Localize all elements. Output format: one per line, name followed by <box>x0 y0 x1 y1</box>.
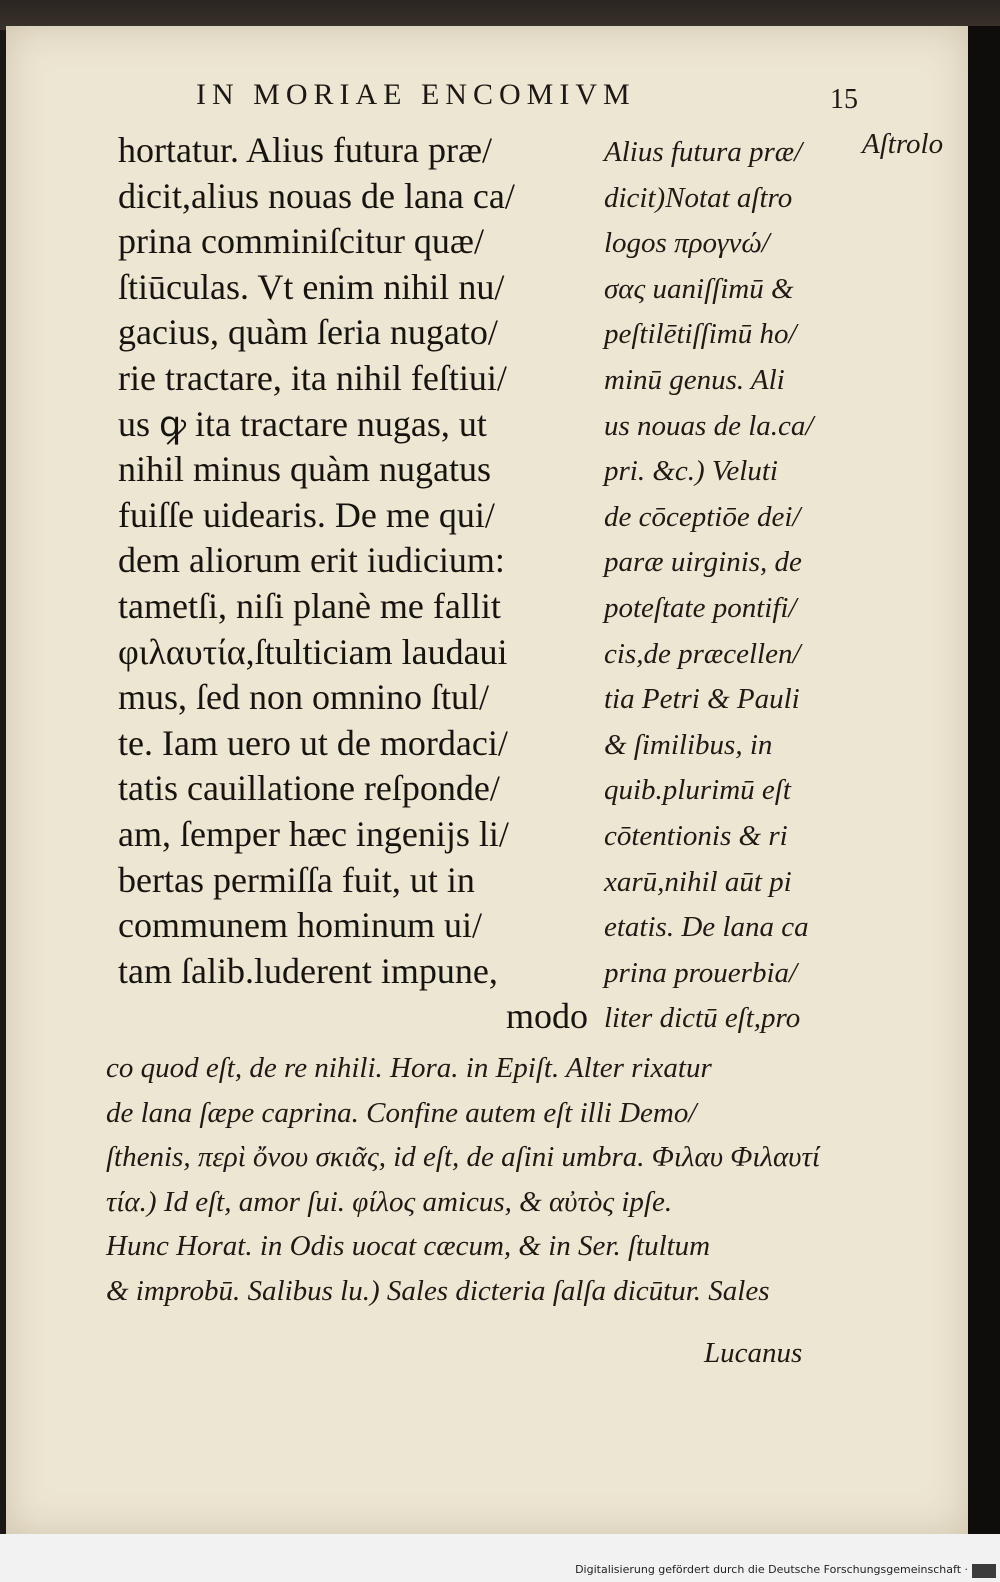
main-text-line: hortatur. Alius futura præ/ <box>118 130 492 170</box>
footer-band <box>0 1534 1000 1582</box>
footnote-line: ſthenis, περὶ ὄνου σκιᾶς, id eſt, de aſini umbra. Φιλαυ Φιλαυτί <box>106 1141 820 1173</box>
main-text-line: mus, ſed non omnino ſtul/ <box>118 677 490 718</box>
catchword: Lucanus <box>704 1337 803 1369</box>
gloss-line: etatis. De lana ca <box>604 911 809 944</box>
gloss-column <box>604 130 874 1042</box>
main-text-line: modo <box>505 996 588 1037</box>
marginal-note: Aſtrolo <box>862 128 944 160</box>
main-text-line: prina comminiſcitur quæ/ <box>118 221 484 262</box>
gloss-line: prina prouerbia/ <box>604 956 798 989</box>
main-text-line: dem aliorum erit iudicium: <box>118 540 505 581</box>
main-text-line: bertas permiſſa fuit, ut in <box>118 859 475 900</box>
page-number: 15 <box>830 84 858 115</box>
main-text-line: rie tractare, ita nihil feſtiui/ <box>118 357 507 398</box>
main-text-line: nihil minus quàm nugatus <box>118 449 491 490</box>
gloss-line: de cōceptiōe dei/ <box>604 500 801 533</box>
gloss-line: pri. &c.) Veluti <box>604 455 778 488</box>
main-text-line: te. Iam uero ut de mordaci/ <box>118 722 508 763</box>
gloss-line: tia Petri & Pauli <box>604 683 800 716</box>
footnote-line: co quod eſt, de re nihili. Hora. in Epiſt. Alter rixatur <box>106 1052 712 1084</box>
main-text-line: ſtiūculas. Vt enim nihil nu/ <box>118 266 505 307</box>
footnote-line: τία.) Id eſt, amor ſui. φίλος amicus, & αὐτὸς ipſe. <box>106 1185 673 1218</box>
main-text-line: φιλαυτία,ſtulticiam laudaui <box>118 631 508 672</box>
digitization-credit: Digitalisierung gefördert durch die Deutsche Forschungsgemeinschaft · <box>575 1563 968 1576</box>
gloss-line: & ſimilibus, in <box>604 728 773 761</box>
main-text-line: tatis cauillatione reſponde/ <box>118 768 500 809</box>
dfg-logo <box>972 1564 996 1578</box>
main-text-line: communem hominum ui/ <box>118 905 482 946</box>
main-text-line: us ꝙ ita tractare nugas, ut <box>118 403 487 444</box>
footnote-line: Hunc Horat. in Odis uocat cæcum, & in Ser. ſtultum <box>106 1230 711 1262</box>
main-text-line: tam ſalib.luderent impune, <box>118 950 498 991</box>
running-head: IN MORIAE ENCOMIVM <box>196 78 636 111</box>
footnote-block <box>106 1046 966 1313</box>
gloss-line: xarū,nihil aūt pi <box>604 865 792 898</box>
gloss-line: liter dictū eſt,pro <box>604 1002 801 1035</box>
gloss-line: cōtentionis & ri <box>604 819 788 852</box>
gloss-line: minū genus. Ali <box>604 363 785 396</box>
main-text-line: gacius, quàm ſeria nugato/ <box>118 312 498 353</box>
main-text-line: am, ſemper hæc ingenijs li/ <box>118 813 509 854</box>
main-text-line: fuiſſe uidearis. De me qui/ <box>118 494 495 535</box>
footnote-line: de lana ſæpe caprina. Confine autem eſt illi Demo/ <box>106 1096 697 1129</box>
gloss-line: poteſtate pontifi/ <box>604 591 797 624</box>
footnote-line: & improbū. Salibus lu.) Sales dicteria ſalſa dicūtur. Sales <box>106 1274 770 1307</box>
gloss-line: us nouas de la.ca/ <box>604 409 814 442</box>
gloss-line: logos προγνώ/ <box>604 227 770 260</box>
gloss-line: cis,de præcellen/ <box>604 637 801 670</box>
gloss-line: dicit)Notat aſtro <box>604 181 793 214</box>
gloss-line: σας uaniſſimū & <box>604 272 794 305</box>
gloss-line: paræ uirginis, de <box>604 546 802 579</box>
gloss-line: quib.plurimū eſt <box>604 774 791 807</box>
page-right-edge <box>968 26 1000 1534</box>
gloss-line: Alius futura præ/ <box>604 136 803 168</box>
main-text-line: dicit,alius nouas de lana ca/ <box>118 175 515 216</box>
main-text-column <box>118 128 602 1040</box>
gloss-line: peſtilētiſſimū ho/ <box>604 318 797 351</box>
main-text-line: tametſi, niſi planè me fallit <box>118 585 501 626</box>
